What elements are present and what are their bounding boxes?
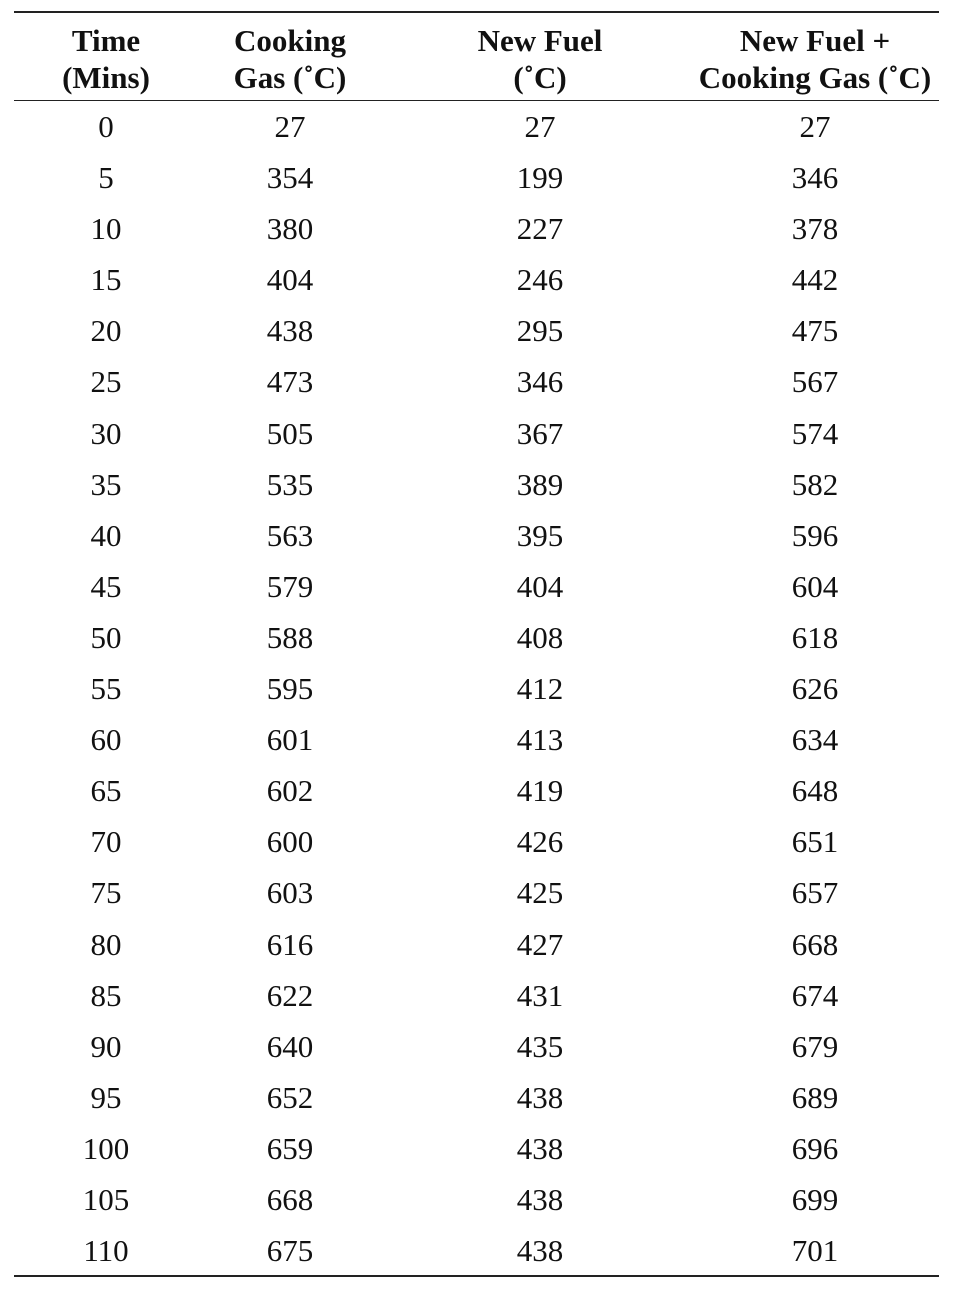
- cell-new-fuel-plus-cooking-gas: 699: [791, 1181, 839, 1217]
- cell-cooking-gas: 505: [266, 415, 314, 451]
- cell-time: 105: [82, 1181, 130, 1217]
- cell-time: 20: [90, 313, 122, 349]
- cell-cooking-gas: 640: [266, 1028, 314, 1064]
- cell-new-fuel-plus-cooking-gas: 674: [791, 977, 839, 1013]
- cell-new-fuel: 27: [524, 109, 556, 144]
- cell-new-fuel: 438: [516, 1079, 564, 1115]
- cell-new-fuel: 346: [516, 364, 564, 400]
- table-row: [0, 1123, 956, 1174]
- cell-cooking-gas: 675: [266, 1233, 314, 1269]
- cell-new-fuel: 438: [516, 1130, 564, 1166]
- table-body: [0, 101, 956, 1276]
- cell-time: 25: [90, 364, 122, 400]
- cell-new-fuel-plus-cooking-gas: 27: [799, 109, 831, 144]
- cell-time: 0: [98, 109, 114, 144]
- cell-time: 55: [90, 671, 122, 707]
- cell-cooking-gas: 588: [266, 619, 314, 655]
- cell-time: 110: [83, 1233, 129, 1269]
- cell-new-fuel: 435: [516, 1028, 564, 1064]
- cell-cooking-gas: 563: [266, 517, 314, 553]
- cell-time: 30: [90, 415, 122, 451]
- cell-cooking-gas: 473: [266, 364, 314, 400]
- table-row: [0, 714, 956, 765]
- cell-time: 90: [90, 1028, 122, 1064]
- table-row: [0, 765, 956, 816]
- cell-cooking-gas: 668: [266, 1181, 314, 1217]
- table-row: [0, 459, 956, 510]
- table-row: [0, 1225, 956, 1276]
- cell-cooking-gas: 354: [266, 160, 314, 196]
- cell-new-fuel: 426: [516, 824, 564, 860]
- cell-new-fuel: 419: [516, 773, 564, 809]
- cell-cooking-gas: 616: [266, 926, 314, 962]
- table-row: [0, 305, 956, 356]
- header-new-fuel: [450, 22, 630, 96]
- header-cooking-gas-line1: Cooking: [234, 23, 346, 58]
- table-row: [0, 867, 956, 918]
- cell-new-fuel-plus-cooking-gas: 442: [791, 262, 839, 298]
- cell-new-fuel: 408: [516, 619, 564, 655]
- cell-time: 40: [90, 517, 122, 553]
- cell-new-fuel: 389: [516, 466, 564, 502]
- cell-time: 80: [90, 926, 122, 962]
- cell-cooking-gas: 438: [266, 313, 314, 349]
- cell-cooking-gas: 535: [266, 466, 314, 502]
- cell-new-fuel-plus-cooking-gas: 648: [791, 773, 839, 809]
- table-top-rule: [14, 11, 939, 13]
- cell-new-fuel: 404: [516, 568, 564, 604]
- cell-new-fuel: 295: [516, 313, 564, 349]
- cell-new-fuel-plus-cooking-gas: 596: [791, 517, 839, 553]
- cell-time: 85: [90, 977, 122, 1013]
- cell-time: 75: [90, 875, 122, 911]
- cell-cooking-gas: 602: [266, 773, 314, 809]
- table-row: [0, 612, 956, 663]
- header-time-line2: (Mins): [62, 60, 150, 95]
- cell-new-fuel: 427: [516, 926, 564, 962]
- cell-time: 65: [90, 773, 122, 809]
- cell-new-fuel-plus-cooking-gas: 696: [791, 1130, 839, 1166]
- header-cooking-gas: [200, 22, 380, 96]
- header-new-fuel-plus-cooking-gas: [685, 22, 945, 96]
- cell-time: 35: [90, 466, 122, 502]
- cell-time: 95: [90, 1079, 122, 1115]
- cell-new-fuel-plus-cooking-gas: 582: [791, 466, 839, 502]
- header-cooking-gas-line2: Gas (˚C): [233, 60, 347, 95]
- table-row: [0, 816, 956, 867]
- cell-new-fuel: 438: [516, 1233, 564, 1269]
- cell-time: 50: [90, 619, 122, 655]
- cell-new-fuel: 199: [516, 160, 564, 196]
- table-row: [0, 919, 956, 970]
- cell-new-fuel: 246: [516, 262, 564, 298]
- header-combined-line2: Cooking Gas (˚C): [698, 60, 932, 95]
- cell-new-fuel-plus-cooking-gas: 618: [791, 619, 839, 655]
- table-row: [0, 152, 956, 203]
- cell-cooking-gas: 601: [266, 722, 314, 758]
- header-new-fuel-line2: (˚C): [513, 60, 567, 95]
- header-new-fuel-line1: New Fuel: [477, 23, 603, 58]
- table-row: [0, 970, 956, 1021]
- cell-new-fuel: 367: [516, 415, 564, 451]
- cell-time: 70: [90, 824, 122, 860]
- cell-new-fuel-plus-cooking-gas: 668: [791, 926, 839, 962]
- cell-new-fuel-plus-cooking-gas: 475: [791, 313, 839, 349]
- table-row: [0, 561, 956, 612]
- table-bottom-rule: [14, 1275, 939, 1277]
- cell-cooking-gas: 27: [274, 109, 306, 144]
- cell-new-fuel-plus-cooking-gas: 651: [791, 824, 839, 860]
- cell-new-fuel: 227: [516, 211, 564, 247]
- cell-time: 10: [90, 211, 122, 247]
- table-row: [0, 408, 956, 459]
- cell-cooking-gas: 659: [266, 1130, 314, 1166]
- table-row: [0, 203, 956, 254]
- cell-cooking-gas: 595: [266, 671, 314, 707]
- cell-time: 45: [90, 568, 122, 604]
- header-time-line1: Time: [71, 23, 141, 58]
- table-row: [0, 254, 956, 305]
- cell-new-fuel-plus-cooking-gas: 689: [791, 1079, 839, 1115]
- cell-new-fuel-plus-cooking-gas: 567: [791, 364, 839, 400]
- table-row: [0, 1021, 956, 1072]
- cell-time: 15: [90, 262, 122, 298]
- cell-new-fuel: 425: [516, 875, 564, 911]
- table-row: [0, 510, 956, 561]
- cell-new-fuel-plus-cooking-gas: 657: [791, 875, 839, 911]
- cell-new-fuel: 431: [516, 977, 564, 1013]
- header-combined-line1: New Fuel +: [739, 23, 891, 58]
- cell-new-fuel-plus-cooking-gas: 346: [791, 160, 839, 196]
- cell-new-fuel-plus-cooking-gas: 626: [791, 671, 839, 707]
- cell-time: 60: [90, 722, 122, 758]
- cell-cooking-gas: 652: [266, 1079, 314, 1115]
- table-row: [0, 101, 956, 152]
- cell-cooking-gas: 600: [266, 824, 314, 860]
- table-row: [0, 356, 956, 407]
- cell-time: 100: [82, 1130, 130, 1166]
- table-row: [0, 1174, 956, 1225]
- cell-new-fuel-plus-cooking-gas: 679: [791, 1028, 839, 1064]
- table-row: [0, 663, 956, 714]
- cell-new-fuel-plus-cooking-gas: 604: [791, 568, 839, 604]
- cell-time: 5: [98, 160, 114, 196]
- cell-new-fuel-plus-cooking-gas: 378: [791, 211, 839, 247]
- cell-new-fuel-plus-cooking-gas: 574: [791, 415, 839, 451]
- cell-new-fuel-plus-cooking-gas: 634: [791, 722, 839, 758]
- cell-new-fuel: 413: [516, 722, 564, 758]
- cell-cooking-gas: 404: [266, 262, 314, 298]
- cell-cooking-gas: 579: [266, 568, 314, 604]
- cell-new-fuel: 438: [516, 1181, 564, 1217]
- cell-cooking-gas: 380: [266, 211, 314, 247]
- table-header: [0, 22, 956, 98]
- header-time: [36, 22, 176, 96]
- cell-new-fuel: 412: [516, 671, 564, 707]
- cell-cooking-gas: 603: [266, 875, 314, 911]
- cell-new-fuel-plus-cooking-gas: 701: [791, 1233, 839, 1269]
- cell-cooking-gas: 622: [266, 977, 314, 1013]
- cell-new-fuel: 395: [516, 517, 564, 553]
- table-row: [0, 1072, 956, 1123]
